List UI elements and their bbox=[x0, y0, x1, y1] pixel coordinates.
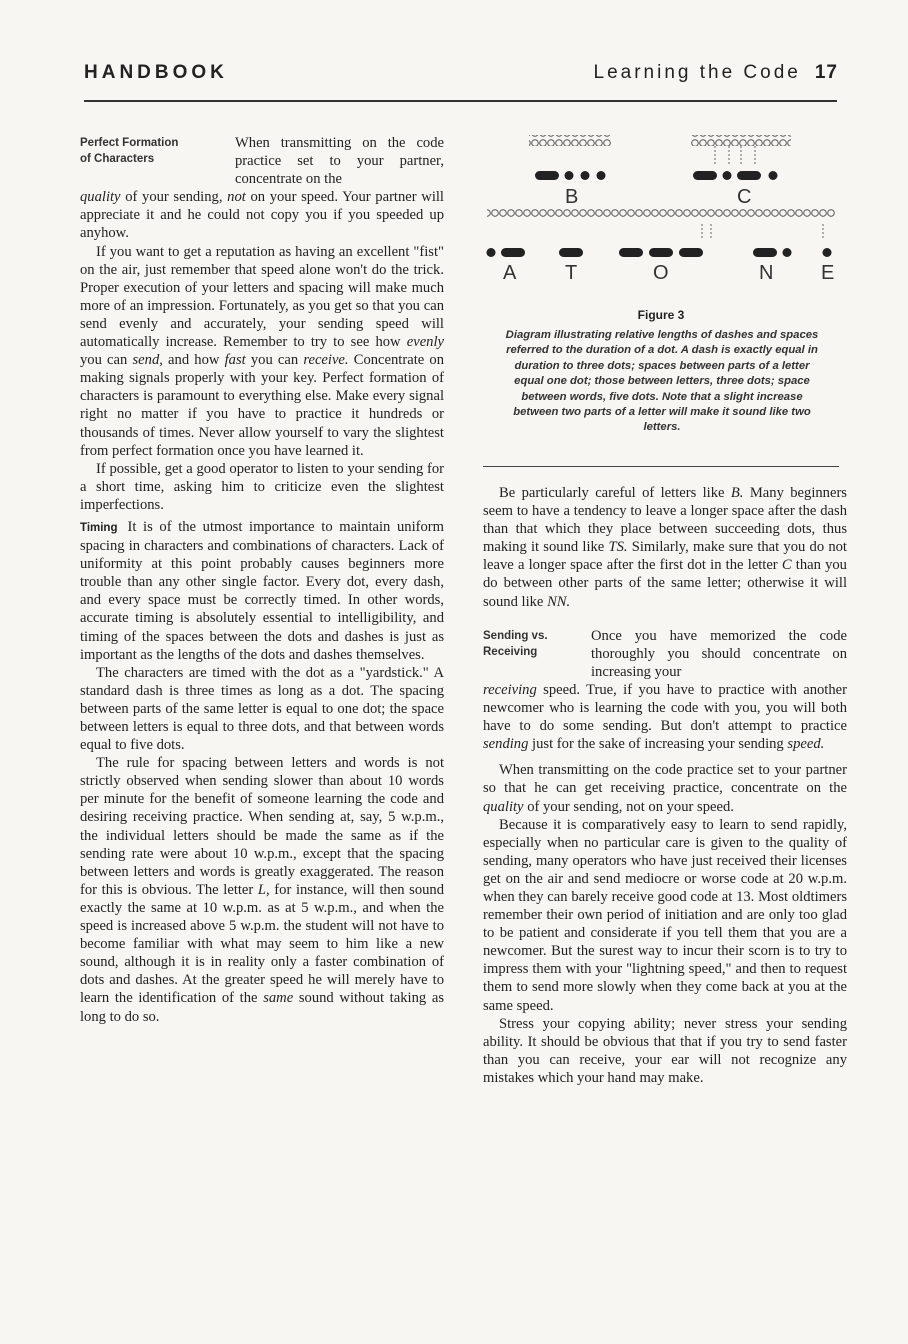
section-perfect-formation bbox=[80, 134, 444, 188]
paragraph-quality bbox=[80, 188, 444, 242]
text: When transmitting on the code practice set to your partner so that he can get receiving practice, concentrate on the bbox=[483, 762, 847, 797]
side-heading-line-1: Sending vs. bbox=[483, 629, 548, 642]
text-italic: quality bbox=[483, 798, 524, 815]
text: on your speed. Your partner will appreciate it and he could not copy you if you speeded up anyhow. bbox=[80, 189, 444, 242]
paragraph-letter-b bbox=[483, 484, 847, 611]
figure-caption: Diagram illustrating relative lengths of dashes and spaces referred to the duration of a dot. A dash is exactly equal in duration to three dots; spaces between parts of a letter equal one dot; those between letters, three dots; space between words, five dots. Note that a slight increase between two parts of a letter will make it sound like two letters. bbox=[505, 329, 819, 434]
figure-rule bbox=[483, 466, 839, 467]
paragraph-stress-copying: Stress your copying ability; never stress your sending ability. It should be obvious that that if you try to send faster than you can receive, your ear will not recognize any mistakes which your hand may make. bbox=[483, 1015, 847, 1086]
text: sound without taking as long to do so. bbox=[80, 990, 444, 1025]
letter-e: E bbox=[821, 262, 835, 284]
text-italic: same bbox=[263, 990, 294, 1007]
text: It is of the utmost importance to maintain uniform spacing in characters and combinations of characters. Lack of uniformity at this point probably causes beginners more trouble than any other single factor. Every dot, every dash, and every space must be correctly timed. In other words, accurate timing is absolutely essential to intelligibility, and timing of the spaces between the dots and dashes is just as important as the lengths of the dots and dashes themselves. bbox=[80, 518, 444, 663]
header-chapter bbox=[594, 62, 838, 84]
page-number: 17 bbox=[814, 62, 838, 83]
text: The rule for spacing between letters and words is not strictly observed when sending slower than about 10 words per minute for the benefit of someone learning the code and desiring receiving practice. When sending at, say, 5 w.p.m., the individual letters should be made the same as if the sending rate were about 10 w.p.m., except that the spacing between letters and words is greatly exaggerated. The reason for this is obvious. The letter bbox=[80, 755, 444, 898]
text: Many beginners seem to have a tendency to leave a longer space after the dash than that which they place between succeeding dots, thus making it sound like bbox=[483, 485, 847, 556]
text: and how bbox=[162, 352, 225, 369]
figure-3 bbox=[483, 128, 839, 468]
left-column bbox=[80, 134, 444, 1026]
running-header bbox=[84, 62, 838, 92]
text-italic: quality bbox=[80, 189, 121, 206]
paragraph-transmitting bbox=[483, 761, 847, 815]
text-italic: send, bbox=[132, 352, 163, 369]
text-italic: sending bbox=[483, 736, 529, 753]
text-italic: NN. bbox=[547, 593, 571, 610]
text: just for the sake of increasing your sending bbox=[528, 736, 788, 753]
side-heading-line-2: of Characters bbox=[80, 153, 155, 165]
morse-atone bbox=[487, 248, 832, 257]
text-italic: TS. bbox=[608, 539, 628, 556]
text: Similarly, make sure that you do not leave a longer space after the first dot in the letter bbox=[483, 539, 847, 574]
text-italic: fast bbox=[224, 352, 246, 369]
paragraph-timing bbox=[80, 518, 444, 664]
side-heading-perfect-formation bbox=[80, 135, 230, 167]
text: you can bbox=[245, 352, 304, 369]
heading-timing: Timing bbox=[80, 521, 118, 534]
paragraph-lead: Once you have memorized the code thoroughly you should concentrate on increasing your bbox=[591, 627, 847, 680]
text: If you want to get a reputation as having an excellent "fist" on the air, just remember that speed alone won't do the trick. Proper execution of your letters and spacing will make much more of an impression. Fortunately, as you get so that you can send evenly and accurately, your sending speed will automatically increase. Remember to try to see how bbox=[80, 243, 444, 351]
side-heading-line-1: Perfect Formation bbox=[80, 137, 179, 149]
text-italic: receive. bbox=[303, 352, 349, 369]
timing-scale-ation bbox=[487, 208, 835, 219]
text-italic: evenly bbox=[406, 334, 444, 351]
figure-title: Figure 3 bbox=[637, 308, 685, 322]
letter-o: O bbox=[653, 262, 669, 284]
header-chapter-title: Learning the Code bbox=[593, 62, 801, 83]
letter-n: N bbox=[759, 262, 774, 284]
timing-scale-b bbox=[529, 135, 611, 146]
header-handbook: HANDBOOK bbox=[84, 62, 228, 83]
text: for instance, will then sound exactly the same at 10 w.p.m. as at 5 w.p.m., and when the speed is increased above 5 w.p.m. the student will not have to become familiar with what may seem to him like a new sound, although it is in reality only a faster combination of dots and dashes. At the greater speed he will merely have to learn the identification of the bbox=[80, 881, 445, 1007]
text: than you do between other parts of the same letter; otherwise it will sound like bbox=[483, 557, 847, 610]
paragraph-yardstick: The characters are timed with the dot as a "yardstick." A standard dash is three times as long as a dot. The spacing between parts of the same letter is equal to one dot; the space between letters is equal to three dots, and that between words equal to five dots. bbox=[80, 664, 444, 754]
letter-c: C bbox=[737, 186, 752, 208]
morse-c bbox=[693, 171, 778, 180]
paragraph-receiving bbox=[483, 681, 847, 753]
paragraph-oldtimers: Because it is comparatively easy to learn to send rapidly, especially when no particular care is given to the quality of sending, many operators who have just received their licenses get on the air and send mediocre or worse code at 20 w.p.m. when they can barely receive good code at 13. Most oldtimers remember their own period of initiation and are only too glad to be patient and considerate if you tell them that you are a newcomer. But the surest way to incur their scorn is to try to impress them with your "lightning speed," and then to request them to send more slowly when they come back at you at the same speed. bbox=[483, 816, 847, 1014]
text-italic: not bbox=[227, 189, 246, 206]
paragraph-fist bbox=[80, 243, 444, 460]
letter-b: B bbox=[565, 186, 579, 208]
side-heading-sending-receiving bbox=[483, 628, 633, 660]
header-rule bbox=[84, 100, 837, 102]
text: Concentrate on making signals properly with your key. Perfect formation of characters is paramount to everything else. Make every signal right no matter if you have to practice it hundreds or thousands of times. Never allow yourself to vary the slightest from perfect formation once you have learned it. bbox=[80, 352, 444, 459]
text-italic: C bbox=[781, 557, 792, 574]
right-column bbox=[483, 484, 847, 1087]
paragraph-operator: If possible, get a good operator to listen to your sending for a short time, asking him to criticize even the slightest imperfections. bbox=[80, 460, 444, 513]
side-heading-line-2: Receiving bbox=[483, 645, 538, 658]
timing-scale-c bbox=[691, 135, 791, 146]
section-sending-receiving bbox=[483, 627, 847, 681]
morse-b bbox=[535, 171, 606, 180]
paragraph-spacing-rule bbox=[80, 754, 444, 1025]
text-italic: B. bbox=[730, 485, 744, 501]
text-italic: L, bbox=[257, 881, 270, 898]
text: Be particularly careful of letters like bbox=[499, 485, 731, 501]
text: of your sending, not on your speed. bbox=[523, 798, 734, 815]
text: of your sending, bbox=[120, 189, 228, 206]
text: speed. True, if you have to practice with another newcomer who is learning the code with you, you will both have to do some sending. But don't attempt to practice bbox=[483, 681, 847, 735]
paragraph-lead: When transmitting on the code practice set to your partner, concentrate on the bbox=[235, 135, 444, 188]
guide-lines bbox=[702, 146, 823, 240]
text: you can bbox=[80, 352, 133, 369]
text-italic: receiving bbox=[483, 681, 537, 698]
letter-a: A bbox=[503, 262, 517, 284]
text-italic: speed. bbox=[787, 736, 825, 753]
letter-t: T bbox=[565, 262, 578, 284]
